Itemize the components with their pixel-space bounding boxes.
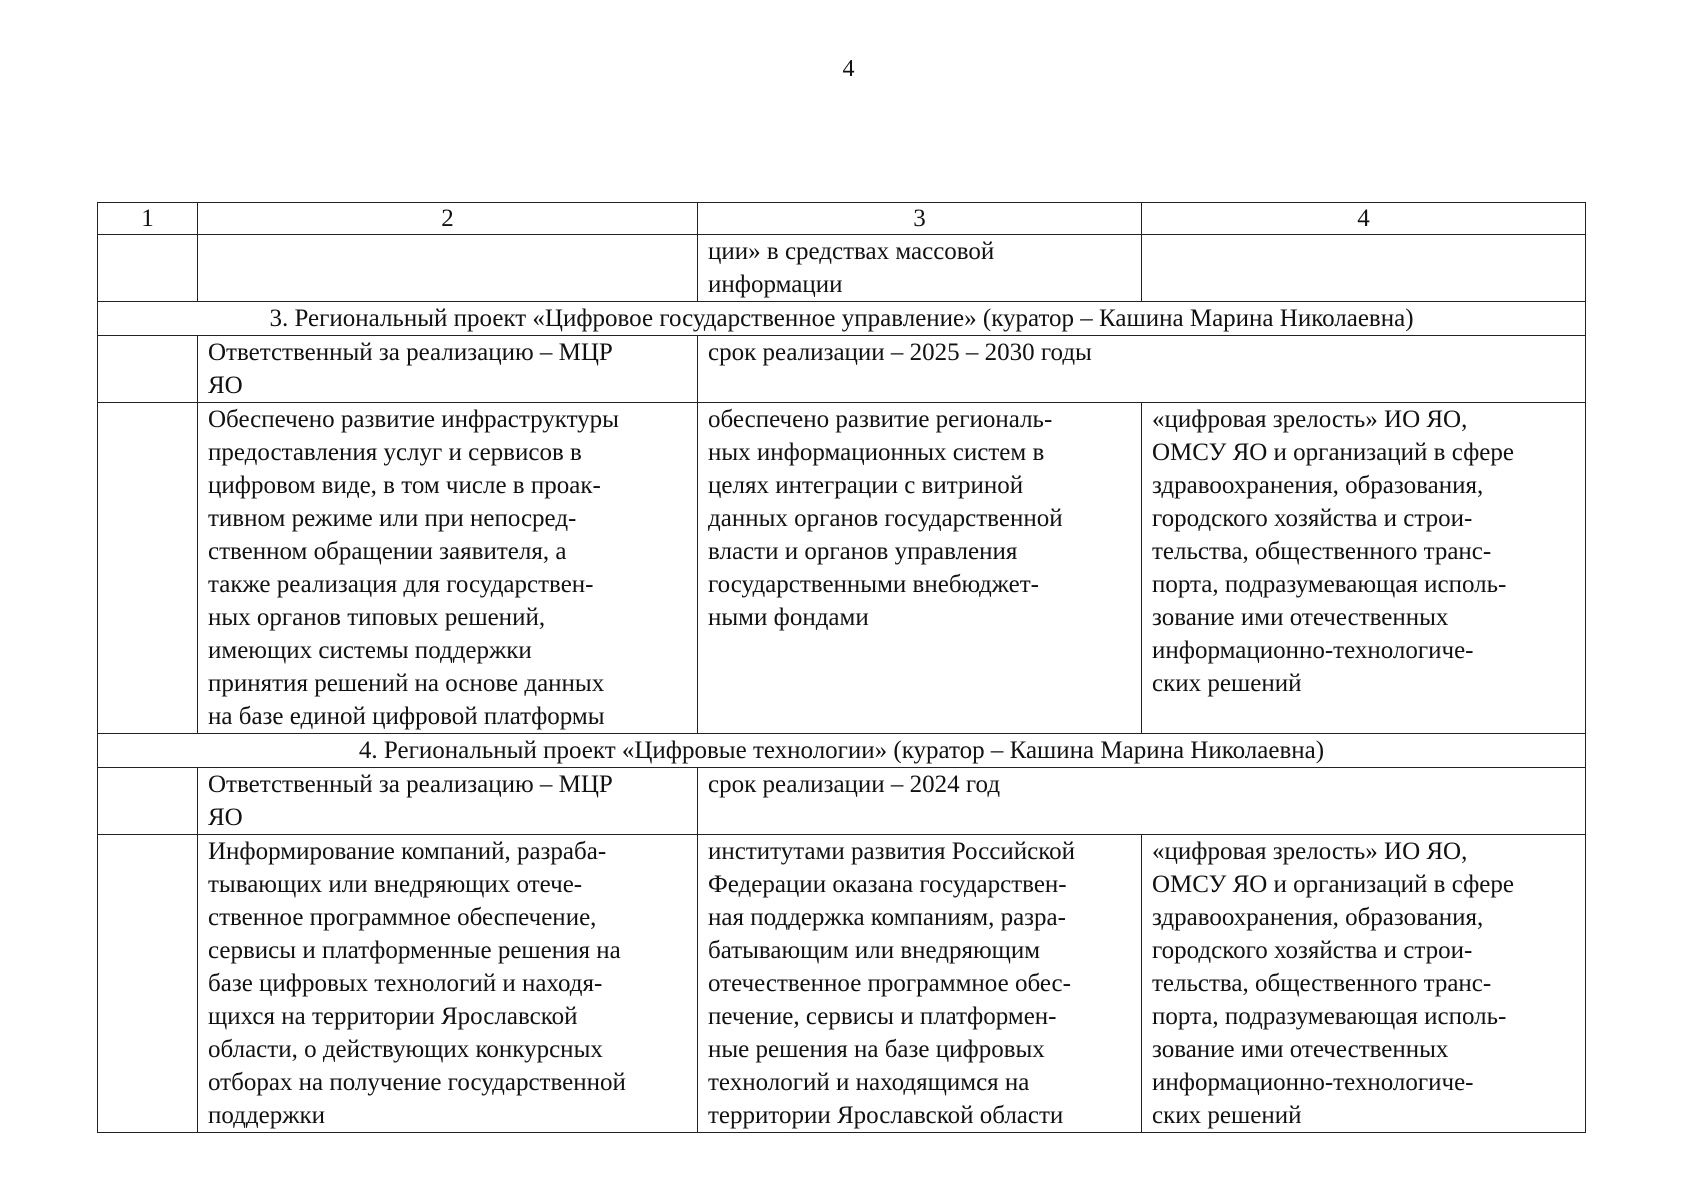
cell-empty bbox=[98, 768, 198, 835]
table-header-row bbox=[98, 203, 1586, 235]
cell-c3: ции» в средствах массовой информации bbox=[698, 235, 1142, 302]
section-3-responsible: Ответственный за реализацию – МЦР ЯО bbox=[198, 336, 698, 403]
cell-c2 bbox=[198, 235, 698, 302]
section-4-title: 4. Региональный проект «Цифровые технологии» (куратор – Кашина Марина Николаевна) bbox=[98, 734, 1586, 768]
section-4-content-row bbox=[98, 835, 1586, 1133]
column-number-4: 4 bbox=[1142, 203, 1586, 235]
section-3-responsible-row bbox=[98, 336, 1586, 403]
section-3-title: 3. Региональный проект «Цифровое государственное управление» (куратор – Кашина Марина Николаевна) bbox=[98, 302, 1586, 336]
section-3-title-row bbox=[98, 302, 1586, 336]
section-4-result: институтами развития Российской Федерации оказана государствен- ная поддержка компаниям, разра- батывающим или внедряющим отечественное программное обес- печение, сервисы и платформен- ные решения на базе цифровых технологий и находящимся на территории Ярославской области bbox=[698, 835, 1142, 1133]
projects-table bbox=[97, 202, 1586, 1133]
section-3-effect: «цифровая зрелость» ИО ЯО, ОМСУ ЯО и организаций в сфере здравоохранения, образования, городского хозяйства и строи- тельства, общественного транс- порта, подразумевающая исполь- зование ими отечественных информационно-технологиче- ских решений bbox=[1142, 403, 1586, 734]
section-3-task: Обеспечено развитие инфраструктуры предоставления услуг и сервисов в цифровом виде, в том числе в проак- тивном режиме или при непосред- ственном обращении заявителя, а также реализация для государствен- ных органов типовых решений, имеющих системы поддержки принятия решений на основе данных на базе единой цифровой платформы bbox=[198, 403, 698, 734]
section-4-title-row bbox=[98, 734, 1586, 768]
section-4-effect: «цифровая зрелость» ИО ЯО, ОМСУ ЯО и организаций в сфере здравоохранения, образования, городского хозяйства и строи- тельства, общественного транс- порта, подразумевающая исполь- зование ими отечественных информационно-технологиче- ских решений bbox=[1142, 835, 1586, 1133]
cell-empty bbox=[98, 835, 198, 1133]
section-3-term: срок реализации – 2025 – 2030 годы bbox=[698, 336, 1586, 403]
cell-c1 bbox=[98, 235, 198, 302]
section-3-result: обеспечено развитие региональ- ных информационных систем в целях интеграции с витриной данных органов государственной власти и органов управления государственными внебюджет- ными фондами bbox=[698, 403, 1142, 734]
section-4-responsible-row bbox=[98, 768, 1586, 835]
section-4-responsible: Ответственный за реализацию – МЦР ЯО bbox=[198, 768, 698, 835]
page-number: 4 bbox=[842, 56, 855, 82]
cell-empty bbox=[98, 336, 198, 403]
column-number-3: 3 bbox=[698, 203, 1142, 235]
column-number-1: 1 bbox=[98, 203, 198, 235]
section-4-task: Информирование компаний, разраба- тывающих или внедряющих отече- ственное программное обеспечение, сервисы и платформенные решения на базе цифровых технологий и находя- щихся на территории Ярославской области, о действующих конкурсных отборах на получение государственной поддержки bbox=[198, 835, 698, 1133]
section-4-term: срок реализации – 2024 год bbox=[698, 768, 1586, 835]
table-row-continued bbox=[98, 235, 1586, 302]
cell-empty bbox=[98, 403, 198, 734]
cell-c4 bbox=[1142, 235, 1586, 302]
section-3-content-row bbox=[98, 403, 1586, 734]
column-number-2: 2 bbox=[198, 203, 698, 235]
